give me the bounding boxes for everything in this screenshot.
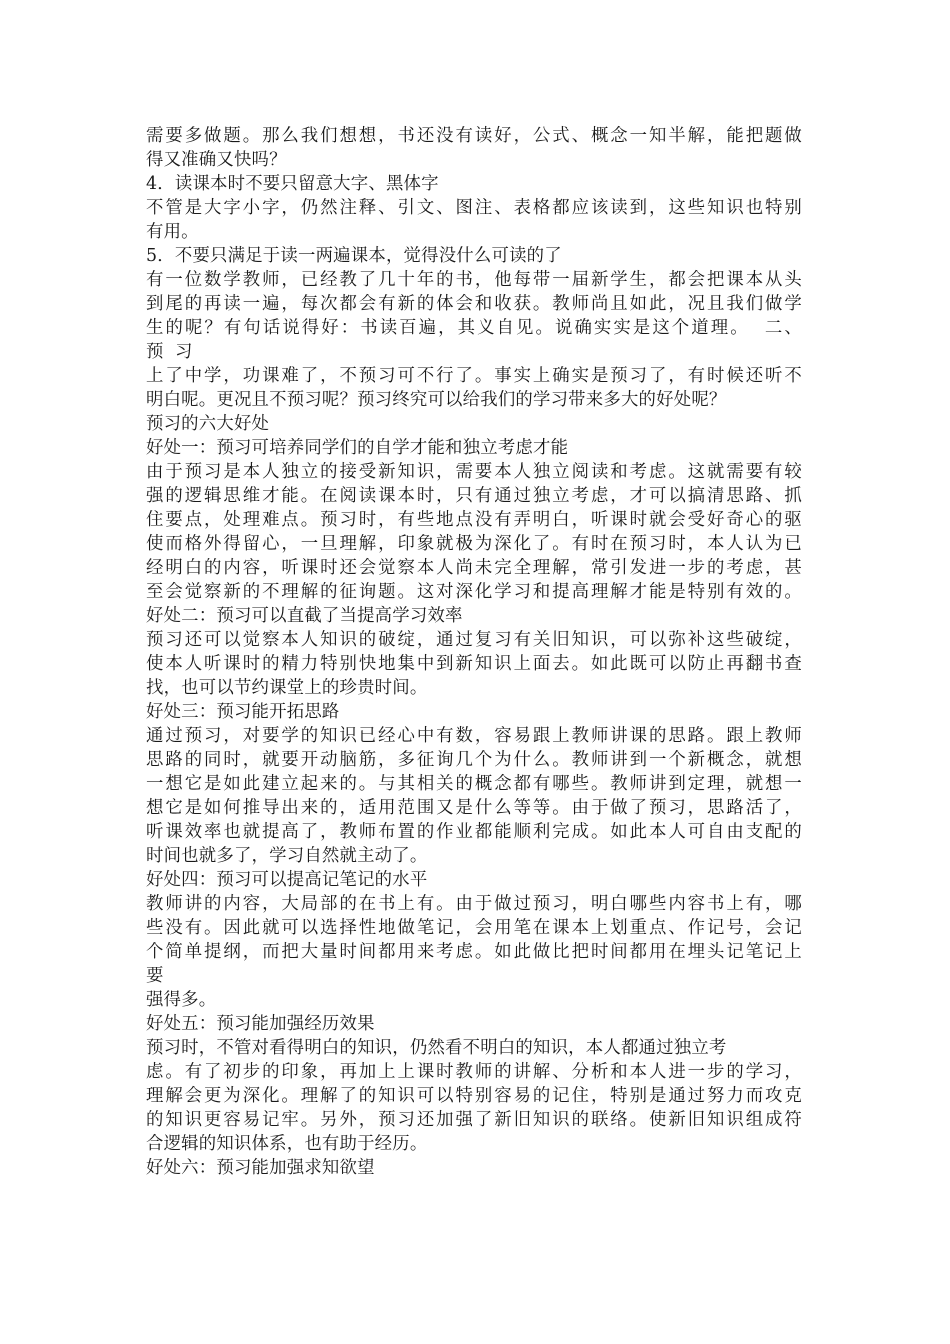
text-line: 想它是如何推导出来的，适用范围又是什么等等。由于做了预习，思路活了， <box>146 798 802 818</box>
text-line: 好处六：预习能加强求知欲望 <box>146 1158 375 1178</box>
text-line: 个简单提纲，而把大量时间都用来考虑。如此做比把时间都用在埋头记笔记上 <box>146 942 802 962</box>
text-line: 理解会更为深化。理解了的知识可以特别容易的记住，特别是通过努力而攻克 <box>146 1086 802 1106</box>
text-line: 不管是大字小字，仍然注释、引文、图注、表格都应该读到，这些知识也特别 <box>146 198 802 218</box>
text-line: 预习的六大好处 <box>146 414 270 434</box>
text-line: 需要多做题。那么我们想想，书还没有读好，公式、概念一知半解，能把题做 <box>146 126 802 146</box>
text-line: 思路的同时，就要开动脑筋，多征询几个为什么。教师讲到一个新概念，就想 <box>146 750 802 770</box>
text-line: 强的逻辑思维才能。在阅读课本时，只有通过独立考虑，才可以搞清思路、抓 <box>146 486 802 506</box>
text-line: 好处五：预习能加强经历效果 <box>146 1014 375 1034</box>
text-line: 好处四：预习可以提高记笔记的水平 <box>146 870 428 890</box>
text-line: 预习时，不管对看得明白的知识，仍然看不明白的知识，本人都通过独立考 <box>146 1038 727 1058</box>
text-line: 通过预习，对要学的知识已经心中有数，容易跟上教师讲课的思路。跟上教师 <box>146 726 802 746</box>
text-line: 好处三：预习能开拓思路 <box>146 702 340 722</box>
text-line: 由于预习是本人独立的接受新知识，需要本人独立阅读和考虑。这就需要有较 <box>146 462 802 482</box>
text-line: 得又准确又快吗？ <box>146 150 287 170</box>
text-line: 听课效率也就提高了，教师布置的作业都能顺利完成。如此本人可自由支配的 <box>146 822 802 842</box>
text-line: 找，也可以节约课堂上的珍贵时间。 <box>146 678 428 698</box>
text-line: 经明白的内容，听课时还会觉察本人尚未完全理解，常引发进一步的考虑，甚 <box>146 558 802 578</box>
text-line: 的知识更容易记牢。另外，预习还加强了新旧知识的联络。使新旧知识组成符 <box>146 1110 802 1130</box>
text-line: 要 <box>146 966 164 986</box>
text-line: 时间也就多了，学习自然就主动了。 <box>146 846 428 866</box>
text-line: 至会觉察新的不理解的征询题。这对深化学习和提高理解才能是特别有效的。 <box>146 582 802 602</box>
text-line: 些没有。因此就可以选择性地做笔记，会用笔在课本上划重点、作记号，会记 <box>146 918 802 938</box>
text-line: 使本人听课时的精力特别快地集中到新知识上面去。如此既可以防止再翻书查 <box>146 654 802 674</box>
text-line: 一想它是如此建立起来的。与其相关的概念都有哪些。教师讲到定理，就想一 <box>146 774 802 794</box>
text-line: 好处一：预习可培养同学们的自学才能和独立考虑才能 <box>146 438 569 458</box>
text-line: 住要点，处理难点。预习时，有些地点没有弄明白，听课时就会受好奇心的驱 <box>146 510 802 530</box>
text-line: 使而格外得留心，一旦理解，印象就极为深化了。有时在预习时，本人认为已 <box>146 534 802 554</box>
text-line: 好处二：预习可以直截了当提高学习效率 <box>146 606 463 626</box>
text-line: 5．不要只满足于读一两遍课本，觉得没什么可读的了 <box>146 246 562 266</box>
text-line: 到尾的再读一遍，每次都会有新的体会和收获。教师尚且如此，况且我们做学 <box>146 294 802 314</box>
text-line: 生的呢？有句话说得好：书读百遍，其义自见。说确实实是这个道理。 二、 <box>146 318 802 338</box>
text-line: 教师讲的内容，大局部的在书上有。由于做过预习，明白哪些内容书上有，哪 <box>146 894 802 914</box>
document-page <box>146 124 802 1180</box>
text-line: 明白呢。更况且不预习呢？预习终究可以给我们的学习带来多大的好处呢？ <box>146 390 727 410</box>
text-line: 预习还可以觉察本人知识的破绽，通过复习有关旧知识，可以弥补这些破绽， <box>146 630 802 650</box>
text-line: 强得多。 <box>146 990 217 1010</box>
text-line: 有一位数学教师，已经教了几十年的书，他每带一届新学生，都会把课本从头 <box>146 270 802 290</box>
text-line: 合逻辑的知识体系，也有助于经历。 <box>146 1134 428 1154</box>
text-line: 上了中学，功课难了，不预习可不行了。事实上确实是预习了，有时候还听不 <box>146 366 802 386</box>
text-line: 虑。有了初步的印象，再加上上课时教师的讲解、分析和本人进一步的学习， <box>146 1062 802 1082</box>
text-line: 有用。 <box>146 222 199 242</box>
text-line: 预 习 <box>146 342 193 362</box>
text-line: 4．读课本时不要只留意大字、黑体字 <box>146 174 439 194</box>
